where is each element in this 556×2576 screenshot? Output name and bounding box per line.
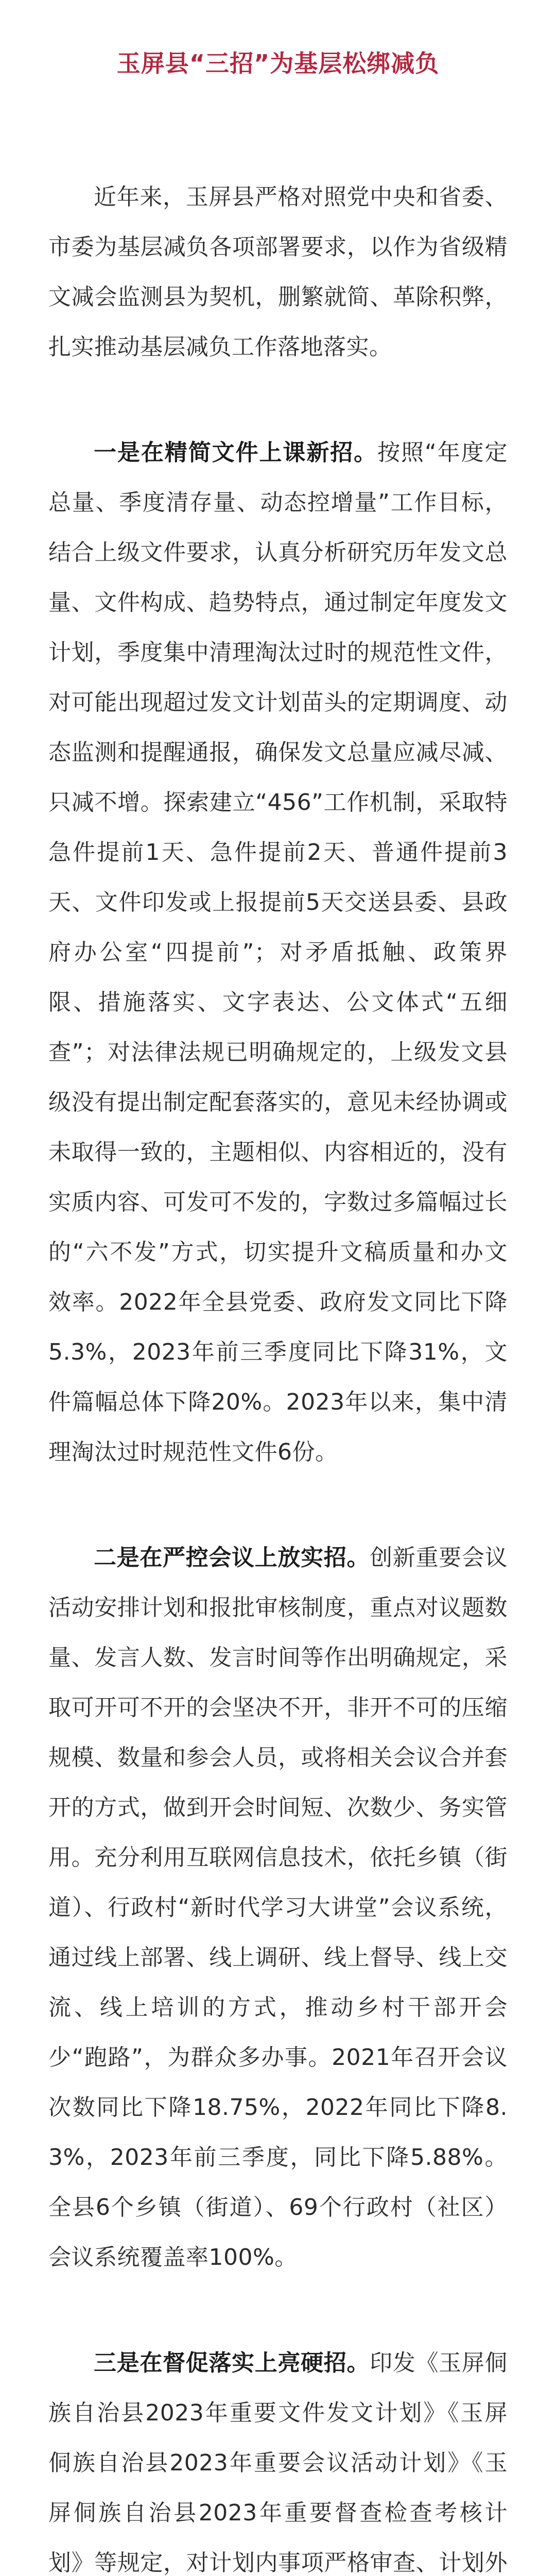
section-lead-1: 一是在精简文件上课新招。: [94, 439, 378, 466]
article-body: [48, 172, 508, 2576]
section-text-3: 印发《玉屏侗族自治县2023年重要文件发文计划》《玉屏侗族自治县2023年重要会议活动计划》《玉屏侗族自治县2023年重要督查检查考核计划》等规定，对计划内事项严格审查、计划外: [48, 2350, 508, 2576]
section-paragraph-2: [48, 1533, 508, 2282]
intro-paragraph: 近年来，玉屏县严格对照党中央和省委、市委为基层减负各项部署要求，以作为省级精文减会监测县为契机，删繁就简、革除积弊，扎实推动基层减负工作落地落实。: [48, 184, 508, 360]
section-text-2: 创新重要会议活动安排计划和报批审核制度，重点对议题数量、发言人数、发言时间等作出明确规定，采取可开可不开的会坚决不开，非开不可的压缩规模、数量和参会人员，或将相关会议合并套开的方式，做到开会时间短、次数少、务实管用。充分利用互联网信息技术，依托乡镇（街道）、行政村“新时代学习大讲堂”会议系统，通过线上部署、线上调研、线上督导、线上交流、线上培训的方式，推动乡村干部开会少“跑路”，为群众多办事。2021年召开会议次数同比下降18.75%，2022年同比下降8.3%，2023年前三季度，同比下降5.88%。全县6个乡镇（街道）、69个行政村（社区）会议系统覆盖率100%。: [48, 1545, 508, 2270]
article-title: 玉屏县“三招”为基层松绑减负: [116, 49, 440, 77]
section-lead-2: 二是在严控会议上放实招。: [94, 1545, 370, 1571]
section-lead-3: 三是在督促落实上亮硬招。: [94, 2350, 370, 2376]
section-text-1: 按照“年度定总量、季度清存量、动态控增量”工作目标，结合上级文件要求，认真分析研究历年发文总量、文件构成、趋势特点，通过制定年度发文计划，季度集中清理淘汰过时的规范性文件，对可能出现超过发文计划苗头的定期调度、动态监测和提醒通报，确保发文总量应减尽减、只减不增。探索建立“456”工作机制，采取特急件提前1天、急件提前2天、普通件提前3天、文件印发或上报提前5天交送县委、县政府办公室“四提前”；对矛盾抵触、政策界限、措施落实、文字表达、公文体式“五细查”；对法律法规已明确规定的，上级发文县级没有提出制定配套落实的，意见未经协调或未取得一致的，主题相似、内容相近的，没有实质内容、可发可不发的，字数过多篇幅过长的“六不发”方式，切实提升文稿质量和办文效率。2022年全县党委、政府发文同比下降5.3%，2023年前三季度同比下降31%，文件篇幅总体下降20%。2023年以来，集中清理淘汰过时规范性文件6份。: [48, 439, 508, 1465]
section-paragraph-3: [48, 2338, 508, 2576]
section-paragraph-1: [48, 428, 508, 1477]
